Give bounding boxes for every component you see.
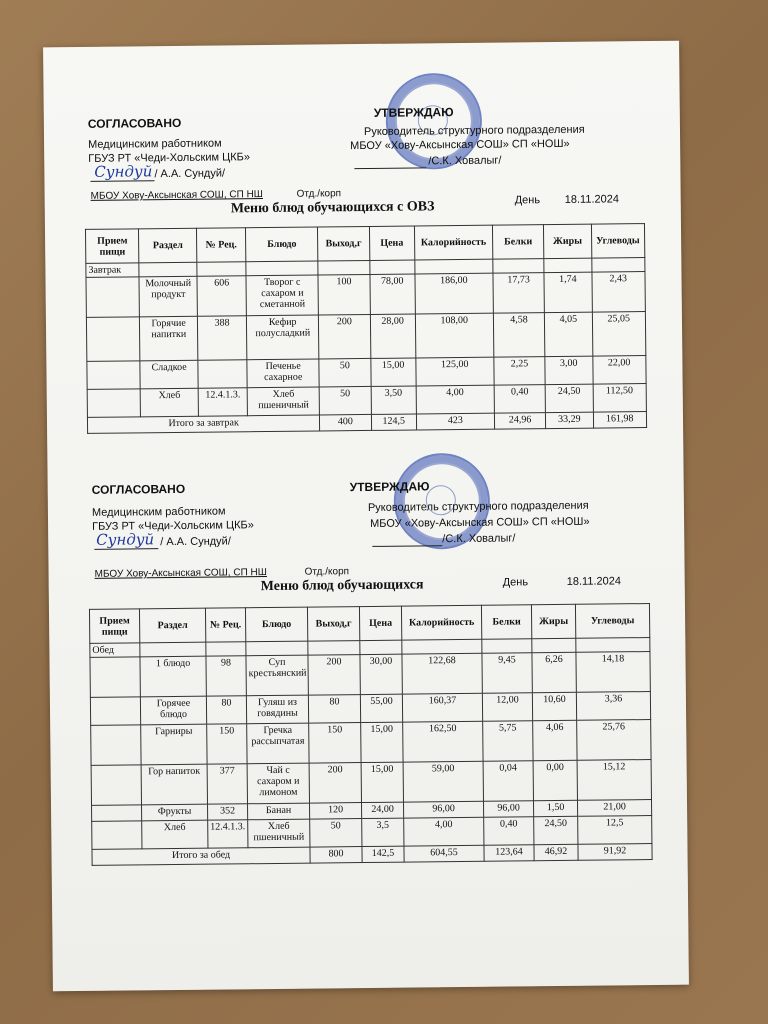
header-cell: Углеводы xyxy=(575,604,649,639)
table-cell: 0,40 xyxy=(484,817,534,846)
head-sign-name: /С.К. Ховалыг/ xyxy=(428,154,502,168)
table-row xyxy=(86,272,645,318)
header-cell: Блюдо xyxy=(245,607,307,642)
table-cell: 150 xyxy=(207,724,247,764)
table-cell: 186,00 xyxy=(415,273,494,314)
header-cell: Выход,г xyxy=(318,226,370,261)
table-cell xyxy=(90,657,140,698)
table-cell: 0,40 xyxy=(494,385,546,414)
total-label: Итого за обед xyxy=(92,847,310,865)
table-cell: 200 xyxy=(308,655,360,696)
medic-sign-name: / А.А. Сундуй/ xyxy=(160,535,231,549)
school-line: МБОУ Хову-Аксынская СОШ, СП НШ xyxy=(90,189,263,202)
medic-signature: Сундуй xyxy=(94,162,153,181)
table-cell: 3,36 xyxy=(576,692,650,721)
table-cell: 4,00 xyxy=(416,385,494,414)
day-label: День xyxy=(514,194,541,207)
table-cell: Хлеб пшеничный xyxy=(247,387,319,416)
table-cell xyxy=(91,765,141,806)
table-cell: Фрукты xyxy=(142,804,208,821)
approved-label: СОГЛАСОВАНО xyxy=(91,481,186,497)
header-cell: Прием пищи xyxy=(89,609,139,644)
table-cell: 96,00 xyxy=(483,801,533,818)
head-line-2: МБОУ «Хову-Аксынская СОШ» СП «НОШ» xyxy=(350,137,570,153)
table-cell: 3,5 xyxy=(362,818,404,846)
table-cell: 12.4.1.3. xyxy=(198,388,248,417)
table-cell: 150 xyxy=(309,723,361,764)
total-cell: 161,98 xyxy=(593,412,647,429)
meal-name: Обед xyxy=(90,643,140,658)
table-cell: 24,00 xyxy=(362,802,404,818)
table-cell: 4,06 xyxy=(533,720,577,760)
table-cell: Горячие напитки xyxy=(140,316,198,361)
header-cell: Раздел xyxy=(139,608,205,643)
table-cell: 5,75 xyxy=(483,721,533,762)
medic-line-1: Медицинским работником xyxy=(91,505,226,519)
table-cell: Гуляш из говядины xyxy=(246,695,308,724)
table-cell: 24,50 xyxy=(545,384,593,412)
table-cell: Хлеб xyxy=(142,820,208,849)
table-cell: 96,00 xyxy=(403,801,483,818)
table-cell: 25,76 xyxy=(577,720,651,761)
table-cell: 1 блюдо xyxy=(140,656,206,697)
table-cell: Хлеб пшеничный xyxy=(248,819,310,848)
menu-title: Меню блюд обучающихся с ОВЗ xyxy=(230,199,435,217)
header-cell: № Рец. xyxy=(205,608,245,642)
medic-signature: Сундуй xyxy=(96,530,155,549)
table-row xyxy=(91,760,651,806)
table-cell xyxy=(86,277,140,318)
day-label: День xyxy=(502,576,529,589)
table-cell: 4,58 xyxy=(493,313,545,358)
table-cell: 1,74 xyxy=(544,272,592,312)
table-cell: 352 xyxy=(208,804,248,820)
table-cell: 200 xyxy=(319,314,371,359)
table-cell: 4,05 xyxy=(545,312,593,356)
table-cell: 162,50 xyxy=(403,721,483,762)
table-cell xyxy=(87,361,141,390)
table-cell: 3,50 xyxy=(371,386,416,414)
table-cell: 50 xyxy=(319,386,371,415)
table-cell: Печенье сахарное xyxy=(247,359,319,388)
table-cell: 10,60 xyxy=(532,692,576,720)
table-cell: 15,00 xyxy=(361,762,403,802)
table-cell: 377 xyxy=(207,764,247,804)
table-cell: 3,00 xyxy=(545,356,593,384)
head-line-1: Руководитель структурного подразделения xyxy=(363,123,585,138)
table-cell: 200 xyxy=(309,763,361,804)
table-cell: 15,12 xyxy=(577,760,651,801)
total-cell: 142,5 xyxy=(362,846,404,862)
table-cell: 12.4.1.3. xyxy=(208,820,248,848)
table-cell xyxy=(92,821,142,850)
table-cell xyxy=(92,805,142,822)
table-cell: 4,00 xyxy=(404,817,484,846)
table-cell: 21,00 xyxy=(577,800,651,817)
table-cell: 50 xyxy=(310,819,362,848)
table-cell: 0,00 xyxy=(533,760,577,800)
total-cell: 33,29 xyxy=(546,412,593,428)
header-cell: Выход,г xyxy=(307,607,359,642)
table-cell: Сладкое xyxy=(140,360,198,389)
table-cell: 59,00 xyxy=(403,761,483,802)
dept-line: Отд./корп xyxy=(304,566,350,578)
table-cell: 125,00 xyxy=(416,357,494,386)
table-cell: 6,26 xyxy=(532,652,576,692)
meal-name: Завтрак xyxy=(86,263,140,278)
table-cell: Гарниры xyxy=(141,724,207,765)
table-cell: 9,45 xyxy=(482,653,532,694)
table-cell: 12,00 xyxy=(482,693,532,722)
paper-sheet xyxy=(43,41,689,992)
header-cell: Жиры xyxy=(544,224,592,258)
table-cell: Чай с сахаром и лимоном xyxy=(247,763,309,804)
menu-title: Меню блюд обучающихся xyxy=(260,577,424,595)
total-cell: 400 xyxy=(320,414,372,431)
table-cell: Горячее блюдо xyxy=(140,696,206,725)
table-cell xyxy=(87,389,141,418)
table-cell: Молочный продукт xyxy=(139,276,197,317)
header-cell: Цена xyxy=(359,606,401,640)
table-row xyxy=(86,312,645,362)
total-cell: 123,64 xyxy=(484,845,534,862)
menu-date: 18.11.2024 xyxy=(566,575,622,588)
table-cell xyxy=(86,317,140,362)
header-cell: Калорийность xyxy=(414,225,492,260)
table-cell: 388 xyxy=(197,316,247,361)
table-cell: 0,04 xyxy=(483,761,533,802)
total-cell: 91,92 xyxy=(578,844,652,861)
header-cell: Блюдо xyxy=(246,227,318,262)
medic-line-2: ГБУЗ РТ «Чеди-Хольским ЦКБ» xyxy=(92,519,254,533)
table-row xyxy=(91,720,651,766)
medic-signature-line xyxy=(90,180,154,182)
table-cell: 1,50 xyxy=(533,800,577,816)
table-cell: 12,5 xyxy=(578,816,652,845)
table-cell: 606 xyxy=(197,276,247,317)
table-cell: 17,73 xyxy=(493,273,545,314)
table-cell: Суп крестьянский xyxy=(246,655,308,696)
medic-signature-line xyxy=(94,548,158,550)
menu-section-ovz xyxy=(43,41,679,430)
approved-label: СОГЛАСОВАНО xyxy=(87,115,182,131)
dept-line: Отд./корп xyxy=(296,188,342,200)
table-cell: 14,18 xyxy=(576,652,650,693)
table-cell: 160,37 xyxy=(402,693,482,722)
table-cell: 120 xyxy=(310,803,362,820)
table-cell: 50 xyxy=(319,358,371,387)
table-cell: Творог с сахаром и сметанной xyxy=(246,275,318,316)
table-cell xyxy=(198,360,248,389)
medic-sign-name: / А.А. Сундуй/ xyxy=(154,167,226,181)
table-cell: 28,00 xyxy=(370,314,416,358)
table-cell: 24,50 xyxy=(534,816,578,844)
total-cell: 800 xyxy=(310,847,362,864)
table-cell xyxy=(91,725,141,766)
table-cell: 22,00 xyxy=(592,356,646,385)
header-cell: Жиры xyxy=(531,604,575,638)
table-cell: 98 xyxy=(206,656,246,696)
table-cell: 15,00 xyxy=(361,722,403,762)
table-cell: 80 xyxy=(308,695,360,724)
head-signature-line xyxy=(354,167,426,169)
table-cell: 15,00 xyxy=(370,358,415,386)
table-cell: 80 xyxy=(206,696,246,724)
table-cell: 25,05 xyxy=(592,312,646,357)
confirm-label: УТВЕРЖДАЮ xyxy=(349,479,430,495)
header-cell: № Рец. xyxy=(196,228,246,263)
total-label: Итого за завтрак xyxy=(87,415,319,433)
total-cell: 124,5 xyxy=(371,414,416,430)
table-cell: Хлеб xyxy=(141,388,199,417)
table-cell: 55,00 xyxy=(360,694,402,722)
head-line-1: Руководитель структурного подразделения xyxy=(367,499,589,514)
total-cell: 604,55 xyxy=(404,845,484,862)
header-cell: Белки xyxy=(481,605,531,640)
total-cell: 46,92 xyxy=(534,844,578,860)
header-cell: Цена xyxy=(369,226,415,260)
table-cell: Кефир полусладкий xyxy=(247,315,319,360)
menu-table xyxy=(89,603,653,866)
table-cell: 30,00 xyxy=(360,654,402,694)
table-row xyxy=(90,652,650,698)
total-cell: 24,96 xyxy=(494,413,546,430)
medic-line-1: Медицинским работником xyxy=(88,137,222,151)
head-sign-name: /С.К. Ховалыг/ xyxy=(442,532,516,546)
header-cell: Раздел xyxy=(139,228,197,263)
school-line: МБОУ Хову-Аксынская СОШ, СП НШ xyxy=(94,567,267,580)
menu-table xyxy=(85,223,647,434)
table-cell: 100 xyxy=(318,274,370,315)
table-cell: Гречка рассыпчатая xyxy=(247,723,309,764)
total-cell: 423 xyxy=(416,413,494,430)
header-cell: Прием пищи xyxy=(85,229,139,264)
medic-line-2: ГБУЗ РТ «Чеди-Хольским ЦКБ» xyxy=(88,151,251,165)
table-cell: 78,00 xyxy=(370,274,416,314)
table-cell xyxy=(90,697,140,726)
header-cell: Белки xyxy=(492,225,544,260)
table-cell: 122,68 xyxy=(402,653,482,694)
table-cell: 2,25 xyxy=(494,357,546,386)
table-cell: Гор напиток xyxy=(141,764,207,805)
table-cell: 2,43 xyxy=(591,272,645,313)
header-cell: Калорийность xyxy=(401,605,481,640)
header-cell: Углеводы xyxy=(591,224,645,259)
table-cell: 112,50 xyxy=(593,384,647,413)
menu-date: 18.11.2024 xyxy=(564,193,620,206)
table-cell: Банан xyxy=(248,803,310,820)
confirm-label: УТВЕРЖДАЮ xyxy=(373,105,454,120)
table-cell: 108,00 xyxy=(415,313,494,358)
head-line-2: МБОУ «Хову-Аксынская СОШ» СП «НОШ» xyxy=(370,515,590,530)
